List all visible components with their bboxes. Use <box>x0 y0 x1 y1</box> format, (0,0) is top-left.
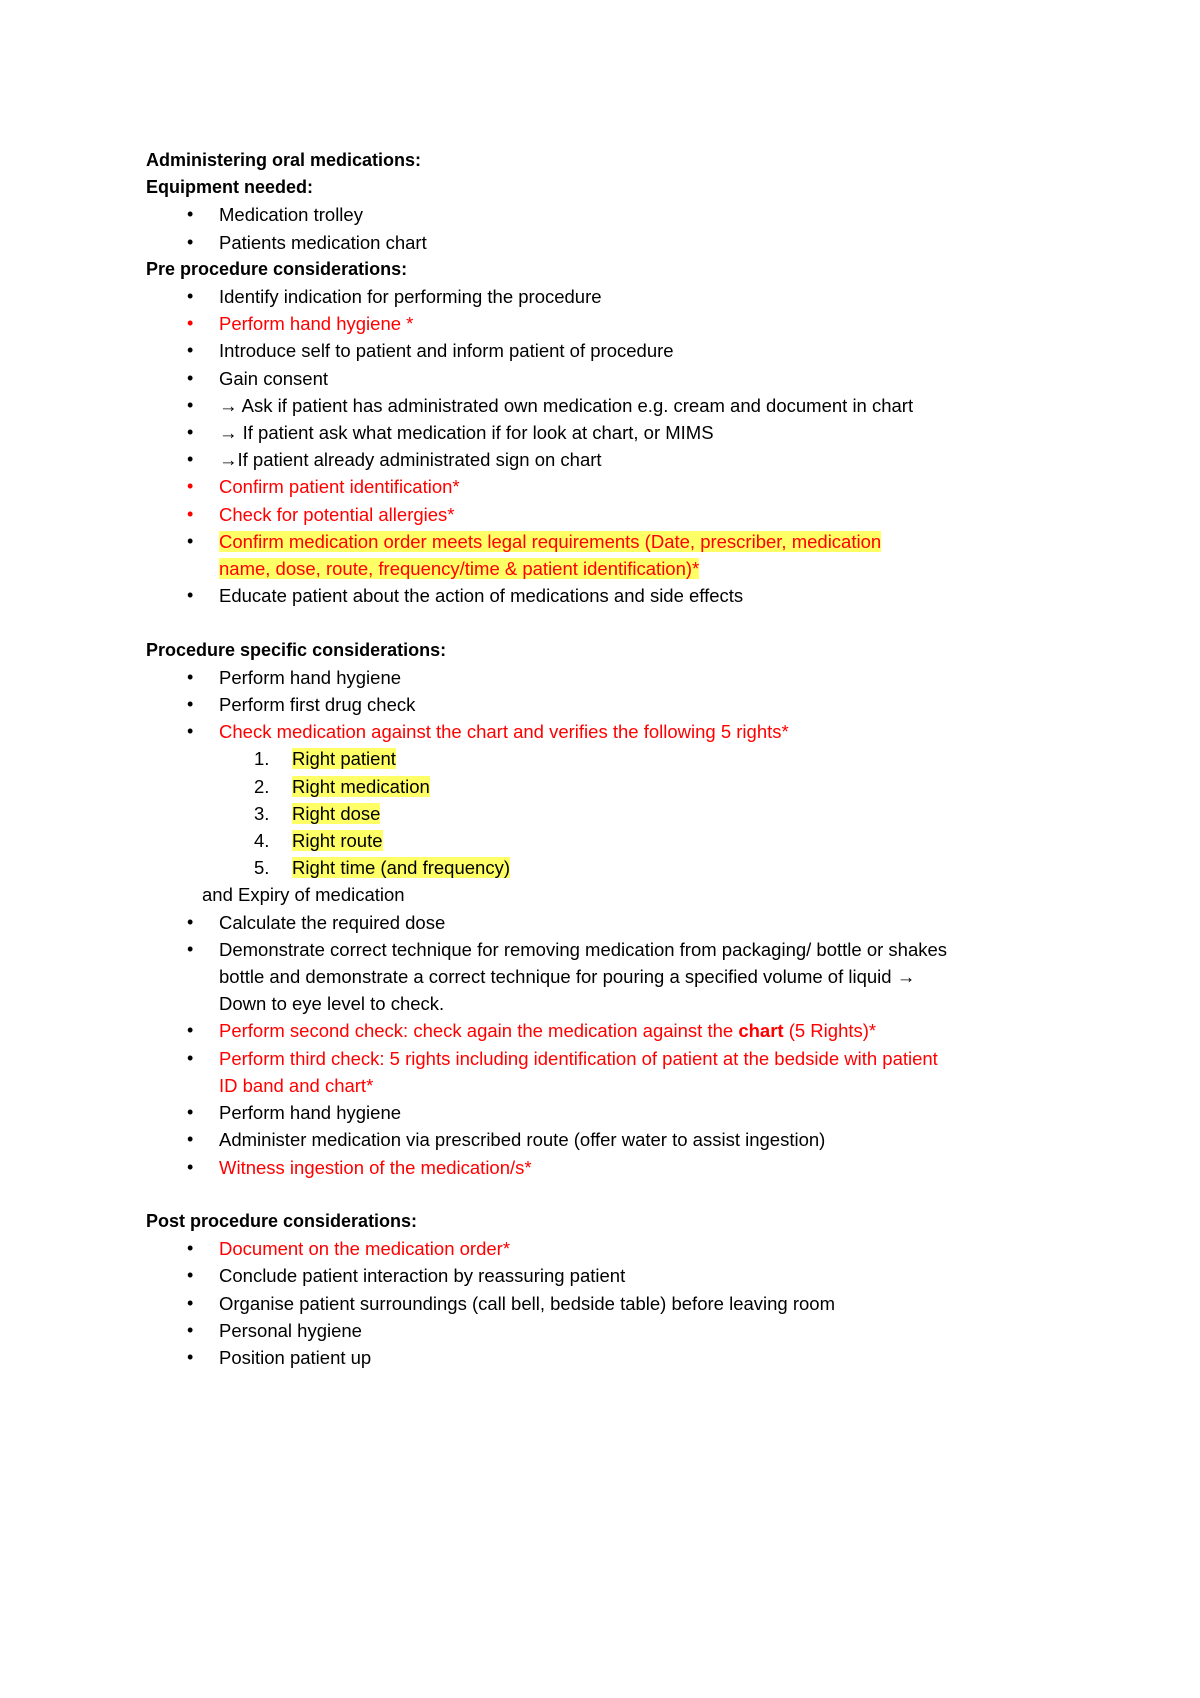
list-item: • → If patient ask what medication if for look at chart, or MIMS <box>146 419 1066 446</box>
list-item: 1. Right patient <box>146 745 1066 772</box>
list-item: • Organise patient surroundings (call bell, bedside table) before leaving room <box>146 1290 1066 1317</box>
list-item: • Perform hand hygiene * <box>146 310 1066 337</box>
bullet-icon: • <box>187 585 194 606</box>
list-item: • Check for potential allergies* <box>146 501 1066 528</box>
list-item: • Medication trolley <box>146 201 1066 228</box>
list-number: 5. <box>254 857 270 879</box>
bullet-icon: • <box>187 938 194 959</box>
list-item: • →If patient already administrated sign on chart <box>146 446 1066 473</box>
list-item: • Gain consent <box>146 365 1066 392</box>
list-item: • Perform hand hygiene <box>146 1099 1066 1126</box>
bullet-icon: • <box>187 1319 194 1340</box>
procedure-list-a <box>146 664 1066 746</box>
list-number: 4. <box>254 830 270 852</box>
list-item: • Personal hygiene <box>146 1317 1066 1344</box>
post-procedure-heading: Post procedure considerations: <box>146 1210 418 1231</box>
post-procedure-list <box>146 1235 1066 1371</box>
bullet-icon: • <box>187 694 194 715</box>
list-item: • Identify indication for performing the procedure <box>146 283 1066 310</box>
procedure-list-b <box>146 909 1066 1181</box>
spacer <box>146 609 1066 636</box>
pre-procedure-heading: Pre procedure considerations: <box>146 258 408 279</box>
equipment-list <box>146 201 1066 255</box>
list-item: • Confirm patient identification* <box>146 473 1066 500</box>
procedure-heading: Procedure specific considerations: <box>146 639 447 660</box>
bullet-icon: • <box>187 530 194 551</box>
document-content <box>146 147 1066 1371</box>
list-item: • Position patient up <box>146 1344 1066 1371</box>
list-item: • Confirm medication order meets legal requirements (Date, prescriber, medication name, dose, route, frequency/time & patient identification)* <box>146 528 919 582</box>
bullet-icon: • <box>187 313 194 334</box>
bullet-icon: • <box>187 286 194 307</box>
list-item: • Conclude patient interaction by reassuring patient <box>146 1262 1066 1289</box>
list-item: 3. Right dose <box>146 800 1066 827</box>
bullet-icon: • <box>187 394 194 415</box>
bullet-icon: • <box>187 1047 194 1068</box>
bullet-icon: • <box>187 1156 194 1177</box>
bullet-icon: • <box>187 666 194 687</box>
list-item: • Demonstrate correct technique for removing medication from packaging/ bottle or shakes bottle and demonstrate a correct technique for pouring a specified volume of liquid → Down to eye level to check. <box>146 936 959 1018</box>
bullet-icon: • <box>187 721 194 742</box>
bullet-icon: • <box>187 1102 194 1123</box>
document-title: Administering oral medications: <box>146 150 422 170</box>
bullet-icon: • <box>187 503 194 524</box>
bullet-icon: • <box>187 367 194 388</box>
bullet-icon: • <box>187 1265 194 1286</box>
bullet-icon: • <box>187 422 194 443</box>
list-item: 5. Right time (and frequency) <box>146 854 1066 881</box>
list-number: 3. <box>254 802 270 824</box>
bullet-icon: • <box>187 1129 194 1150</box>
bullet-icon: • <box>187 204 194 225</box>
equipment-heading: Equipment needed: <box>146 177 314 198</box>
list-item: 2. Right medication <box>146 773 1066 800</box>
list-item: • Perform hand hygiene <box>146 664 1066 691</box>
pre-procedure-list <box>146 283 1066 609</box>
bullet-icon: • <box>187 1292 194 1313</box>
bullet-icon: • <box>187 340 194 361</box>
bullet-icon: • <box>187 476 194 497</box>
list-item: 4. Right route <box>146 827 1066 854</box>
expiry-note: and Expiry of medication <box>202 884 405 906</box>
list-number: 2. <box>254 775 270 797</box>
list-item: • Administer medication via prescribed route (offer water to assist ingestion) <box>146 1126 1066 1153</box>
bullet-icon: • <box>187 911 194 932</box>
five-rights-list <box>146 745 1066 881</box>
list-number: 1. <box>254 748 270 770</box>
bullet-icon: • <box>187 231 194 252</box>
list-item: • Calculate the required dose <box>146 909 1066 936</box>
list-item: • Perform first drug check <box>146 691 1066 718</box>
list-item: • Witness ingestion of the medication/s* <box>146 1154 1066 1181</box>
list-item: • Document on the medication order* <box>146 1235 1066 1262</box>
list-item: • → Ask if patient has administrated own medication e.g. cream and document in chart <box>146 392 1066 419</box>
bullet-icon: • <box>187 1346 194 1367</box>
bullet-icon: • <box>187 449 194 470</box>
list-item: • Perform second check: check again the medication against the chart (5 Rights)* <box>146 1017 1066 1044</box>
spacer <box>146 1181 1066 1208</box>
list-item: • Introduce self to patient and inform patient of procedure <box>146 337 1066 364</box>
list-item: • Perform third check: 5 rights including identification of patient at the bedside with patient ID band and chart* <box>146 1045 959 1099</box>
bullet-icon: • <box>187 1238 194 1259</box>
list-item: • Check medication against the chart and verifies the following 5 rights* <box>146 718 1066 745</box>
list-item: • Patients medication chart <box>146 229 1066 256</box>
list-item: • Educate patient about the action of medications and side effects <box>146 582 1066 609</box>
bullet-icon: • <box>187 1020 194 1041</box>
